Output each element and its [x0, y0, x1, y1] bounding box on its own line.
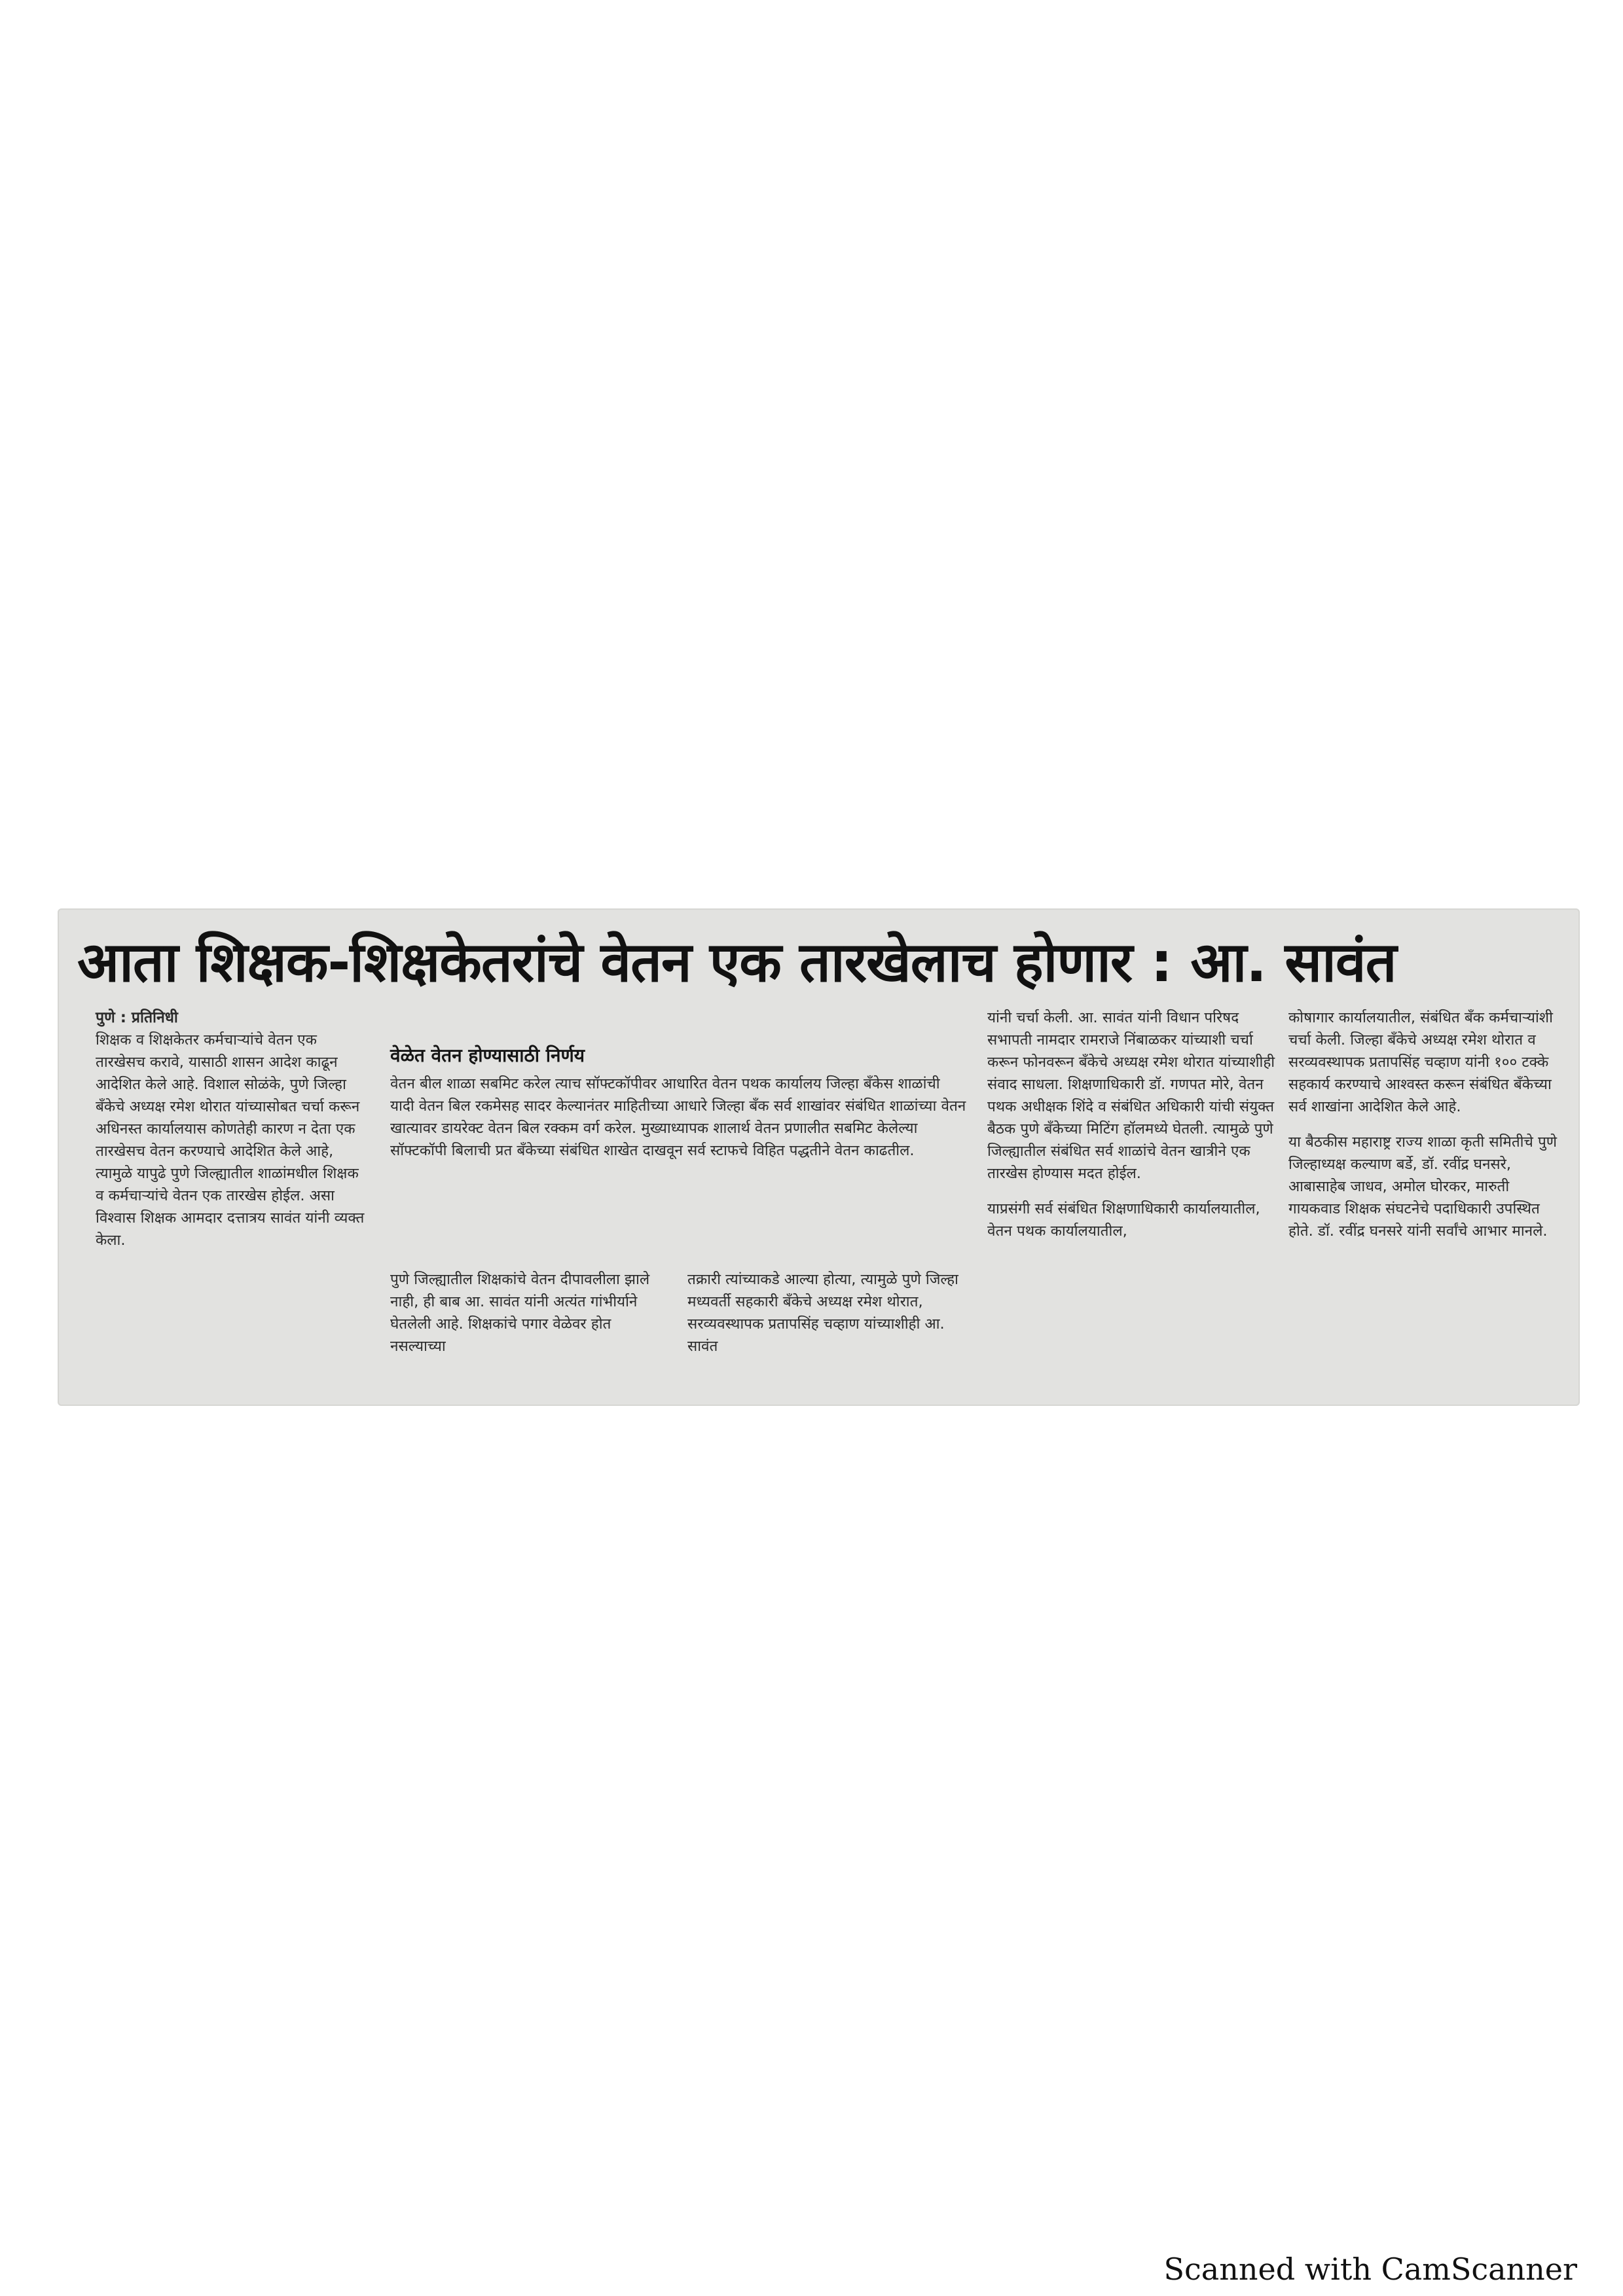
dateline: पुणे : प्रतिनिधी: [96, 1009, 178, 1026]
scanner-watermark: Scanned with CamScanner: [1163, 2251, 1577, 2287]
column-2a-text: पुणे जिल्ह्यातील शिक्षकांचे वेतन दीपावलीला झाले नाही, ही बाब आ. सावंत यांनी अत्यंत गांभीर्याने घेतलेली आहे. शिक्षकांचे पगार वेळेवर होत नसल्याच्या: [390, 1271, 650, 1355]
column-2-top-text: वेतन बील शाळा सबमिट करेल त्याच सॉफ्टकॉपीवर आधारित वेतन पथक कार्यालय जिल्हा बँकेस शाळांची यादी वेतन बिल रकमेसह सादर केल्यानंतर माहितीच्या आधारे जिल्हा बँक सर्व शाखांवर संबंधित शाळांच्या वेतन खात्यावर डायरेक्ट वेतन बिल रक्कम वर्ग करेल. मुख्याध्यापक शालार्थ वेतन प्रणालीत सबमिट केलेल्या सॉफ्टकॉपी बिलाची प्रत बँकेच्या संबंधित शाखेत दाखवून सर्व स्टाफचे विहित पद्धतीने वेतन काढतील.: [390, 1075, 966, 1159]
newspaper-clipping: [58, 908, 1580, 1406]
column-3-para-1: यांनी चर्चा केली. आ. सावंत यांनी विधान परिषद सभापती नामदार रामराजे निंबाळकर यांच्याशी चर्चा करून फोनवरून बँकेचे अध्यक्ष रमेश थोरात यांच्याशीही संवाद साधला. शिक्षणाधिकारी डॉ. गणपत मोरे, वेतन पथक अधीक्षक शिंदे व संबंधित अधिकारी यांची संयुक्त बैठक पुणे बँकेच्या मिटिंग हॉलमध्ये घेतली. त्यामुळे पुणे जिल्ह्यातील संबंधित सर्व शाळांचे वेतन खात्रीने एक तारखेस होण्यास मदत होईल.: [987, 1009, 1275, 1182]
column-3-para-2: याप्रसंगी सर्व संबंधित शिक्षणाधिकारी कार्यालयातील, वेतन पथक कार्यालयातील,: [987, 1200, 1260, 1240]
article-column-3: [987, 1007, 1275, 1242]
article-column-1: [96, 1007, 371, 1251]
article-subheading: वेळेत वेतन होण्यासाठी निर्णय: [390, 1045, 585, 1066]
column-1-text: शिक्षक व शिक्षकेतर कर्मचाऱ्यांचे वेतन एक तारखेसच करावे, यासाठी शासन आदेश काढून आदेशित केले आहे. विशाल सोळंके, पुणे जिल्हा बँकेचे अध्यक्ष रमेश थोरात यांच्यासोबत चर्चा करून अधिनस्त कार्यालयास कोणतेही कारण न देता एक तारखेसच वेतन करण्याचे आदेशित केले आहे, त्यामुळे यापुढे पुणे जिल्ह्यातील शाळांमधील शिक्षक व कर्मचाऱ्यांचे वेतन एक तारखेस होईल. असा विश्वास शिक्षक आमदार दत्तात्रय सावंत यांनी व्यक्त केला.: [96, 1031, 365, 1249]
article-column-2b: [687, 1268, 962, 1357]
article-column-4: [1288, 1007, 1563, 1242]
article-column-2-top: [390, 1043, 966, 1162]
column-2b-text: तक्रारी त्यांच्याकडे आल्या होत्या, त्यामुळे पुणे जिल्हा मध्यवर्ती सहकारी बँकेचे अध्यक्ष रमेश थोरात, सरव्यवस्थापक प्रतापसिंह चव्हाण यांच्याशीही आ. सावंत: [687, 1271, 958, 1355]
article-column-2a: [390, 1268, 665, 1357]
article-headline: आता शिक्षक-शिक्षकेतरांचे वेतन एक तारखेलाच होणार : आ. सावंत: [77, 930, 1396, 994]
column-4-para-2: या बैठकीस महाराष्ट्र राज्य शाळा कृती समितीचे पुणे जिल्हाध्यक्ष कल्याण बर्डे, डॉ. रवींद्र घनसरे, आबासाहेब जाधव, अमोल घोरकर, मारुती गायकवाड शिक्षक संघटनेचे पदाधिकारी उपस्थित होते. डॉ. रवींद्र घनसरे यांनी सर्वांचे आभार मानले.: [1288, 1134, 1557, 1240]
column-4-para-1: कोषागार कार्यालयातील, संबंधित बँक कर्मचाऱ्यांशी चर्चा केली. जिल्हा बँकेचे अध्यक्ष रमेश थोरात व सरव्यवस्थापक प्रतापसिंह चव्हाण यांनी १०० टक्के सहकार्य करण्याचे आश्वस्त करून संबंधित बँकेच्या सर्व शाखांना आदेशित केले आहे.: [1288, 1009, 1553, 1115]
